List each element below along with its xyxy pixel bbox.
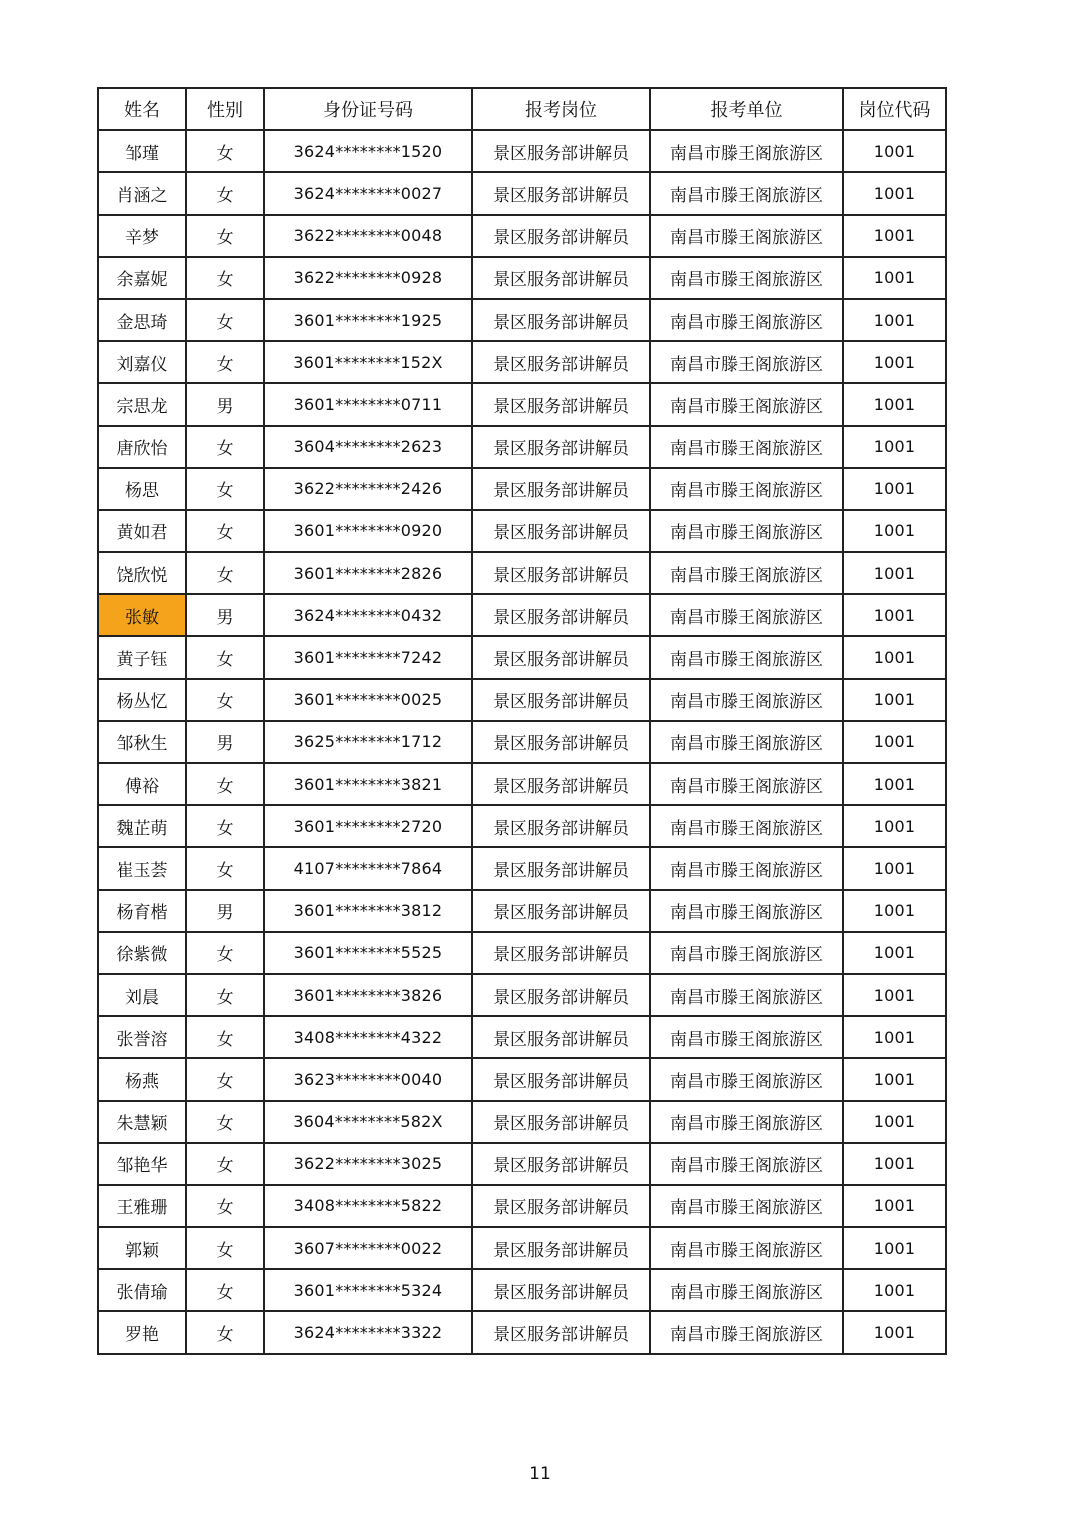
id-number-cell: 3604********2623 xyxy=(264,426,472,468)
employer-cell: 南昌市滕王阁旅游区 xyxy=(650,721,843,763)
position-code-cell: 1001 xyxy=(843,594,946,636)
position-code-cell: 1001 xyxy=(843,805,946,847)
employer-cell: 南昌市滕王阁旅游区 xyxy=(650,932,843,974)
position-code-cell: 1001 xyxy=(843,215,946,257)
header-position-code: 岗位代码 xyxy=(843,88,946,130)
employer-cell: 南昌市滕王阁旅游区 xyxy=(650,636,843,678)
table-row xyxy=(98,215,946,257)
position-cell: 景区服务部讲解员 xyxy=(472,805,650,847)
table-row xyxy=(98,721,946,763)
position-code-cell: 1001 xyxy=(843,1227,946,1269)
name-cell: 饶欣悦 xyxy=(98,552,186,594)
gender-cell: 女 xyxy=(186,1058,264,1100)
position-code-cell: 1001 xyxy=(843,932,946,974)
position-cell: 景区服务部讲解员 xyxy=(472,636,650,678)
table-row xyxy=(98,763,946,805)
position-cell: 景区服务部讲解员 xyxy=(472,1185,650,1227)
position-cell: 景区服务部讲解员 xyxy=(472,1227,650,1269)
name-cell: 邹艳华 xyxy=(98,1143,186,1185)
id-number-cell: 3622********3025 xyxy=(264,1143,472,1185)
name-cell: 唐欣怡 xyxy=(98,426,186,468)
table-row xyxy=(98,594,946,636)
position-code-cell: 1001 xyxy=(843,763,946,805)
name-cell: 刘嘉仪 xyxy=(98,341,186,383)
name-cell: 邹秋生 xyxy=(98,721,186,763)
position-cell: 景区服务部讲解员 xyxy=(472,1269,650,1311)
position-cell: 景区服务部讲解员 xyxy=(472,932,650,974)
table-row xyxy=(98,805,946,847)
employer-cell: 南昌市滕王阁旅游区 xyxy=(650,383,843,425)
position-code-cell: 1001 xyxy=(843,890,946,932)
table-row xyxy=(98,299,946,341)
header-position: 报考岗位 xyxy=(472,88,650,130)
name-cell: 黄子钰 xyxy=(98,636,186,678)
name-cell: 宗思龙 xyxy=(98,383,186,425)
id-number-cell: 3601********7242 xyxy=(264,636,472,678)
position-code-cell: 1001 xyxy=(843,383,946,425)
employer-cell: 南昌市滕王阁旅游区 xyxy=(650,1311,843,1353)
header-name: 姓名 xyxy=(98,88,186,130)
employer-cell: 南昌市滕王阁旅游区 xyxy=(650,257,843,299)
gender-cell: 女 xyxy=(186,1016,264,1058)
id-number-cell: 3601********3826 xyxy=(264,974,472,1016)
position-code-cell: 1001 xyxy=(843,721,946,763)
gender-cell: 男 xyxy=(186,594,264,636)
position-cell: 景区服务部讲解员 xyxy=(472,763,650,805)
gender-cell: 女 xyxy=(186,510,264,552)
gender-cell: 女 xyxy=(186,257,264,299)
table-row xyxy=(98,341,946,383)
position-code-cell: 1001 xyxy=(843,974,946,1016)
id-number-cell: 3408********4322 xyxy=(264,1016,472,1058)
position-cell: 景区服务部讲解员 xyxy=(472,130,650,172)
position-cell: 景区服务部讲解员 xyxy=(472,510,650,552)
position-code-cell: 1001 xyxy=(843,552,946,594)
position-cell: 景区服务部讲解员 xyxy=(472,890,650,932)
name-cell: 罗艳 xyxy=(98,1311,186,1353)
employer-cell: 南昌市滕王阁旅游区 xyxy=(650,1058,843,1100)
id-number-cell: 3408********5822 xyxy=(264,1185,472,1227)
gender-cell: 女 xyxy=(186,1227,264,1269)
gender-cell: 女 xyxy=(186,215,264,257)
position-cell: 景区服务部讲解员 xyxy=(472,1101,650,1143)
employer-cell: 南昌市滕王阁旅游区 xyxy=(650,805,843,847)
employer-cell: 南昌市滕王阁旅游区 xyxy=(650,1227,843,1269)
gender-cell: 男 xyxy=(186,890,264,932)
header-employer: 报考单位 xyxy=(650,88,843,130)
position-code-cell: 1001 xyxy=(843,1016,946,1058)
gender-cell: 女 xyxy=(186,1143,264,1185)
name-cell: 辛梦 xyxy=(98,215,186,257)
table-row xyxy=(98,130,946,172)
employer-cell: 南昌市滕王阁旅游区 xyxy=(650,130,843,172)
id-number-cell: 3601********2720 xyxy=(264,805,472,847)
position-code-cell: 1001 xyxy=(843,341,946,383)
gender-cell: 女 xyxy=(186,341,264,383)
position-cell: 景区服务部讲解员 xyxy=(472,679,650,721)
table-row xyxy=(98,383,946,425)
gender-cell: 女 xyxy=(186,847,264,889)
id-number-cell: 3622********0048 xyxy=(264,215,472,257)
id-number-cell: 3624********1520 xyxy=(264,130,472,172)
gender-cell: 女 xyxy=(186,679,264,721)
id-number-cell: 3601********0711 xyxy=(264,383,472,425)
employer-cell: 南昌市滕王阁旅游区 xyxy=(650,299,843,341)
gender-cell: 女 xyxy=(186,130,264,172)
employer-cell: 南昌市滕王阁旅游区 xyxy=(650,1016,843,1058)
position-code-cell: 1001 xyxy=(843,130,946,172)
id-number-cell: 3601********152X xyxy=(264,341,472,383)
name-cell: 黄如君 xyxy=(98,510,186,552)
table-row xyxy=(98,1058,946,1100)
position-code-cell: 1001 xyxy=(843,468,946,510)
table-row xyxy=(98,1227,946,1269)
employer-cell: 南昌市滕王阁旅游区 xyxy=(650,594,843,636)
table-row xyxy=(98,1185,946,1227)
gender-cell: 女 xyxy=(186,552,264,594)
employer-cell: 南昌市滕王阁旅游区 xyxy=(650,1101,843,1143)
position-cell: 景区服务部讲解员 xyxy=(472,257,650,299)
employer-cell: 南昌市滕王阁旅游区 xyxy=(650,341,843,383)
table-row xyxy=(98,552,946,594)
position-cell: 景区服务部讲解员 xyxy=(472,974,650,1016)
employer-cell: 南昌市滕王阁旅游区 xyxy=(650,1185,843,1227)
gender-cell: 女 xyxy=(186,426,264,468)
position-code-cell: 1001 xyxy=(843,847,946,889)
gender-cell: 女 xyxy=(186,1311,264,1353)
table-row xyxy=(98,890,946,932)
gender-cell: 女 xyxy=(186,299,264,341)
table-row xyxy=(98,636,946,678)
employer-cell: 南昌市滕王阁旅游区 xyxy=(650,552,843,594)
position-code-cell: 1001 xyxy=(843,1269,946,1311)
name-cell: 余嘉妮 xyxy=(98,257,186,299)
id-number-cell: 3601********5525 xyxy=(264,932,472,974)
position-cell: 景区服务部讲解员 xyxy=(472,215,650,257)
table-row xyxy=(98,847,946,889)
name-cell: 王雅珊 xyxy=(98,1185,186,1227)
header-id-number: 身份证号码 xyxy=(264,88,472,130)
gender-cell: 女 xyxy=(186,805,264,847)
gender-cell: 女 xyxy=(186,932,264,974)
position-code-cell: 1001 xyxy=(843,426,946,468)
position-code-cell: 1001 xyxy=(843,1058,946,1100)
position-code-cell: 1001 xyxy=(843,679,946,721)
table-row xyxy=(98,468,946,510)
position-code-cell: 1001 xyxy=(843,636,946,678)
gender-cell: 女 xyxy=(186,636,264,678)
position-code-cell: 1001 xyxy=(843,257,946,299)
gender-cell: 女 xyxy=(186,1185,264,1227)
table-body xyxy=(98,130,946,1353)
employer-cell: 南昌市滕王阁旅游区 xyxy=(650,510,843,552)
gender-cell: 女 xyxy=(186,468,264,510)
name-cell: 魏芷萌 xyxy=(98,805,186,847)
position-cell: 景区服务部讲解员 xyxy=(472,552,650,594)
id-number-cell: 3625********1712 xyxy=(264,721,472,763)
table-row xyxy=(98,974,946,1016)
name-cell: 张敏 xyxy=(98,594,186,636)
employer-cell: 南昌市滕王阁旅游区 xyxy=(650,1269,843,1311)
name-cell: 徐紫微 xyxy=(98,932,186,974)
gender-cell: 女 xyxy=(186,974,264,1016)
employer-cell: 南昌市滕王阁旅游区 xyxy=(650,1143,843,1185)
employer-cell: 南昌市滕王阁旅游区 xyxy=(650,468,843,510)
position-cell: 景区服务部讲解员 xyxy=(472,383,650,425)
position-code-cell: 1001 xyxy=(843,1101,946,1143)
position-code-cell: 1001 xyxy=(843,1311,946,1353)
position-code-cell: 1001 xyxy=(843,299,946,341)
table-row xyxy=(98,426,946,468)
name-cell: 张倩瑜 xyxy=(98,1269,186,1311)
name-cell: 郭颖 xyxy=(98,1227,186,1269)
position-cell: 景区服务部讲解员 xyxy=(472,426,650,468)
name-cell: 崔玉荟 xyxy=(98,847,186,889)
name-cell: 杨育楷 xyxy=(98,890,186,932)
id-number-cell: 3624********0432 xyxy=(264,594,472,636)
table-row xyxy=(98,1101,946,1143)
position-cell: 景区服务部讲解员 xyxy=(472,172,650,214)
position-cell: 景区服务部讲解员 xyxy=(472,299,650,341)
id-number-cell: 3604********582X xyxy=(264,1101,472,1143)
gender-cell: 男 xyxy=(186,721,264,763)
name-cell: 肖涵之 xyxy=(98,172,186,214)
id-number-cell: 3601********2826 xyxy=(264,552,472,594)
gender-cell: 男 xyxy=(186,383,264,425)
id-number-cell: 3601********1925 xyxy=(264,299,472,341)
position-cell: 景区服务部讲解员 xyxy=(472,1058,650,1100)
applicant-table xyxy=(97,87,947,1355)
gender-cell: 女 xyxy=(186,763,264,805)
table-row xyxy=(98,679,946,721)
name-cell: 杨燕 xyxy=(98,1058,186,1100)
id-number-cell: 3601********3821 xyxy=(264,763,472,805)
page-number: 11 xyxy=(529,1464,551,1484)
table-row xyxy=(98,172,946,214)
position-code-cell: 1001 xyxy=(843,1185,946,1227)
employer-cell: 南昌市滕王阁旅游区 xyxy=(650,172,843,214)
position-cell: 景区服务部讲解员 xyxy=(472,1311,650,1353)
position-cell: 景区服务部讲解员 xyxy=(472,1143,650,1185)
employer-cell: 南昌市滕王阁旅游区 xyxy=(650,679,843,721)
gender-cell: 女 xyxy=(186,1101,264,1143)
name-cell: 杨思 xyxy=(98,468,186,510)
employer-cell: 南昌市滕王阁旅游区 xyxy=(650,763,843,805)
name-cell: 杨丛忆 xyxy=(98,679,186,721)
employer-cell: 南昌市滕王阁旅游区 xyxy=(650,847,843,889)
name-cell: 张誉溶 xyxy=(98,1016,186,1058)
name-cell: 傅裕 xyxy=(98,763,186,805)
position-cell: 景区服务部讲解员 xyxy=(472,847,650,889)
gender-cell: 女 xyxy=(186,172,264,214)
table-row xyxy=(98,1143,946,1185)
id-number-cell: 3607********0022 xyxy=(264,1227,472,1269)
id-number-cell: 3622********2426 xyxy=(264,468,472,510)
id-number-cell: 3601********3812 xyxy=(264,890,472,932)
name-cell: 朱慧颖 xyxy=(98,1101,186,1143)
table-row xyxy=(98,1269,946,1311)
header-row xyxy=(98,88,946,130)
position-cell: 景区服务部讲解员 xyxy=(472,341,650,383)
table-row xyxy=(98,1016,946,1058)
employer-cell: 南昌市滕王阁旅游区 xyxy=(650,426,843,468)
position-cell: 景区服务部讲解员 xyxy=(472,1016,650,1058)
name-cell: 刘晨 xyxy=(98,974,186,1016)
gender-cell: 女 xyxy=(186,1269,264,1311)
table-row xyxy=(98,257,946,299)
employer-cell: 南昌市滕王阁旅游区 xyxy=(650,890,843,932)
id-number-cell: 3601********0025 xyxy=(264,679,472,721)
id-number-cell: 3624********3322 xyxy=(264,1311,472,1353)
table-row xyxy=(98,932,946,974)
id-number-cell: 3601********5324 xyxy=(264,1269,472,1311)
id-number-cell: 3624********0027 xyxy=(264,172,472,214)
table-row xyxy=(98,1311,946,1353)
id-number-cell: 3623********0040 xyxy=(264,1058,472,1100)
id-number-cell: 3601********0920 xyxy=(264,510,472,552)
position-code-cell: 1001 xyxy=(843,172,946,214)
position-cell: 景区服务部讲解员 xyxy=(472,468,650,510)
id-number-cell: 4107********7864 xyxy=(264,847,472,889)
employer-cell: 南昌市滕王阁旅游区 xyxy=(650,974,843,1016)
header-gender: 性别 xyxy=(186,88,264,130)
name-cell: 金思琦 xyxy=(98,299,186,341)
id-number-cell: 3622********0928 xyxy=(264,257,472,299)
position-cell: 景区服务部讲解员 xyxy=(472,594,650,636)
position-code-cell: 1001 xyxy=(843,510,946,552)
position-cell: 景区服务部讲解员 xyxy=(472,721,650,763)
employer-cell: 南昌市滕王阁旅游区 xyxy=(650,215,843,257)
table-header xyxy=(98,88,946,130)
name-cell: 邹瑾 xyxy=(98,130,186,172)
position-code-cell: 1001 xyxy=(843,1143,946,1185)
table-row xyxy=(98,510,946,552)
